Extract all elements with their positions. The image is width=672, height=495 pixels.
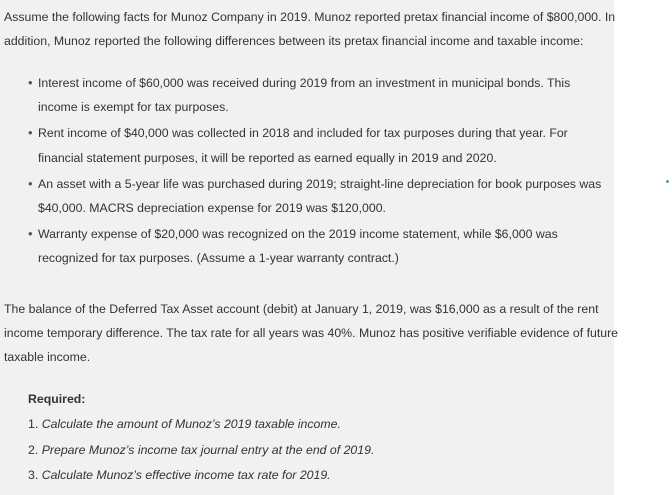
required-item-3: [28, 467, 331, 483]
bullet-4-line-1: Warranty expense of $20,000 was recognized on the 2019 income statement, while $6,000 was: [38, 227, 558, 241]
balance-line-1: The balance of the Deferred Tax Asset account (debit) at January 1, 2019, was $16,000 as a result of the rent: [4, 302, 599, 316]
bullet-3-line-1: An asset with a 5-year life was purchased during 2019; straight-line depreciation for book purposes was: [38, 177, 602, 191]
balance-line-2: income temporary difference. The tax rate for all years was 40%. Munoz has positive verifiable evidence of future: [4, 326, 619, 340]
bullet-1-line-1: Interest income of $60,000 was received during 2019 from an investment in municipal bonds. This: [38, 76, 571, 90]
status-dot-icon: [666, 180, 669, 183]
required-item-text: Prepare Munoz’s income tax journal entry at the end of 2019.: [41, 443, 375, 457]
required-item-number: 3.: [28, 468, 39, 482]
intro-line-1: Assume the following facts for Munoz Company in 2019. Munoz reported pretax financial income of $800,000. In: [4, 10, 616, 24]
bullet-dot: •: [28, 75, 33, 90]
bullet-dot: •: [28, 125, 33, 140]
required-item-2: [28, 442, 374, 458]
required-item-number: 1.: [28, 417, 39, 431]
bullet-2-line-2: financial statement purposes, it will be reported as earned equally in 2019 and 2020.: [38, 151, 497, 165]
bullet-1-line-2: income is exempt for tax purposes.: [38, 100, 229, 114]
required-item-text: Calculate the amount of Munoz’s 2019 taxable income.: [41, 417, 341, 431]
bullet-dot: •: [28, 226, 33, 241]
required-item-number: 2.: [28, 443, 39, 457]
bullet-dot: •: [28, 176, 33, 191]
required-item-1: [28, 416, 341, 432]
required-heading: Required:: [28, 392, 86, 406]
bullet-3-line-2: $40,000. MACRS depreciation expense for 2019 was $120,000.: [38, 201, 386, 215]
balance-line-3: taxable income.: [4, 350, 91, 364]
required-item-text: Calculate Munoz’s effective income tax rate for 2019.: [41, 468, 331, 482]
intro-line-2: addition, Munoz reported the following differences between its pretax financial income and taxable income:: [4, 34, 584, 48]
bullet-2-line-1: Rent income of $40,000 was collected in 2018 and included for tax purposes during that year. For: [38, 126, 568, 140]
bullet-4-line-2: recognized for tax purposes. (Assume a 1-year warranty contract.): [38, 251, 399, 265]
